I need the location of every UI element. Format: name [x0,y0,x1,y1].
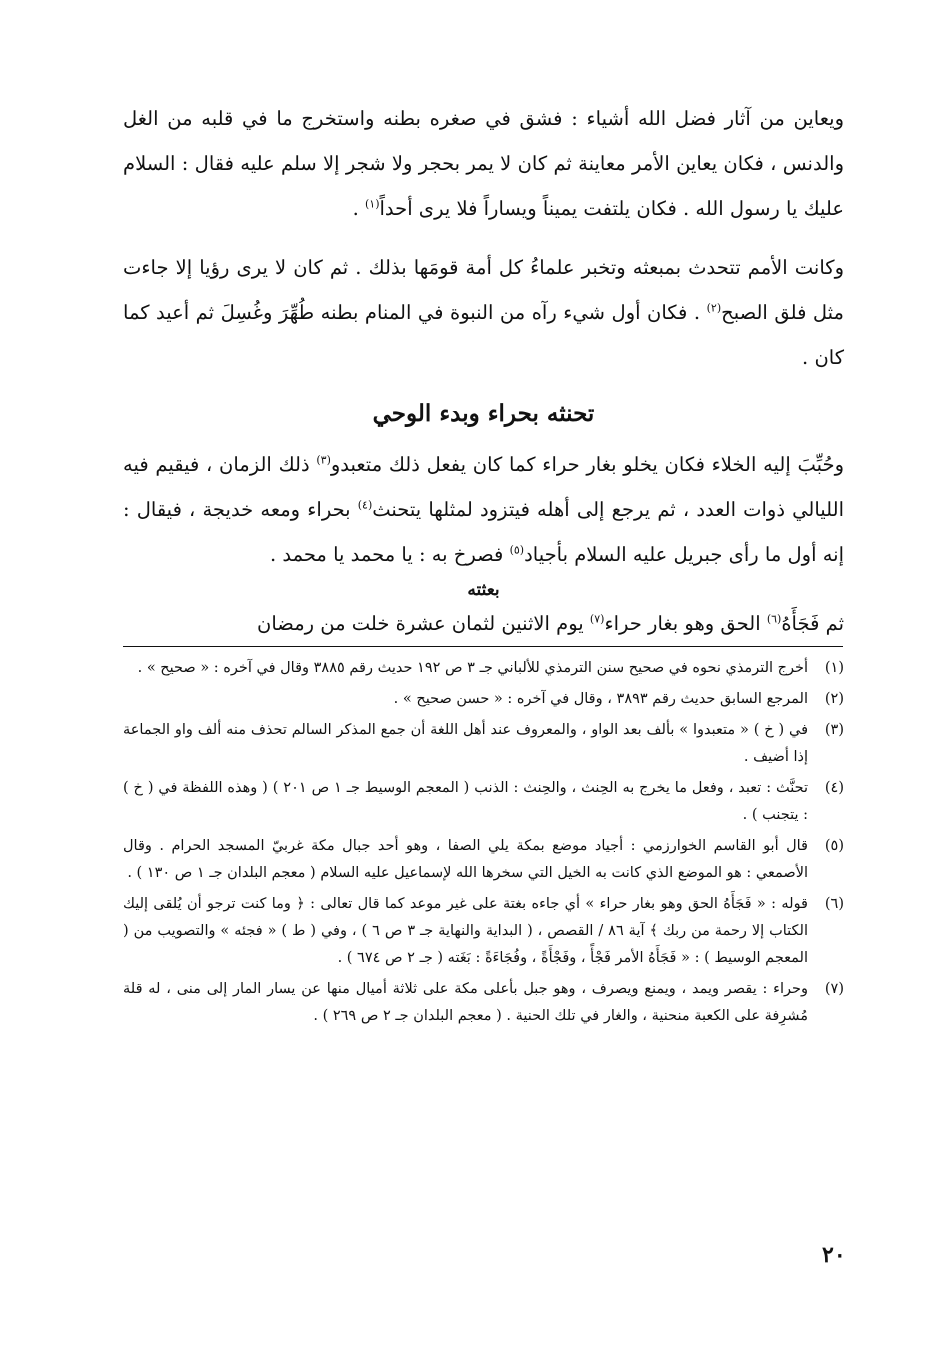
paragraph-2-text-b: فكان أول شيء رآه من النبوة في المنام بطنه طُهِّرَ وغُسِلَ ثم أعيد كما كان . [123,301,844,369]
footnote-text: أخرج الترمذي نحوه في صحيح سنن الترمذي للألباني جـ ٣ ص ١٩٢ حديث رقم ٣٨٨٥ وقال في آخره : « صحيح » . [137,660,808,676]
footnote-text: وحراء : يقصر ويمد ، ويمنع ويصرف ، وهو جبل بأعلى مكة على ثلاثة أميال منها عن يسار المار إلى منى ، له قلة مُشرِفة على الكعبة منحنية ، والغار في تلك الحنية . ( معجم البلدان جـ ٢ ص ٢٦٩ ) . [123,981,808,1024]
footnote-number: (٥) [824,838,844,854]
paragraph-1-end: . [352,197,365,220]
footnote-number: (٦) [824,896,844,912]
page-number: ٢٠ [822,1242,846,1268]
footnote-text: تحنَّث : تعبد ، وفعل ما يخرج به الحِنث ، والحِنث : الذنب ( المعجم الوسيط جـ ١ ص ٢٠١ ) ( وهذه اللفظة في ( خ ) : يتجنب ) . [123,780,808,823]
paragraph-2 [123,245,844,380]
footnote-number: (٣) [824,722,844,738]
footnote-3 [123,717,844,771]
last-line-a: ثم فَجَأَهُ [781,612,844,635]
footnote-ref-5[interactable]: (٥) [509,543,525,557]
footnote-ref-6[interactable]: (٦) [766,612,782,626]
footnote-separator-rule [123,646,843,647]
last-main-line [123,603,844,647]
footnote-text: قال أبو القاسم الخوارزمي : أجياد موضع بمكة يلي الصفا ، وهو أحد جبال مكة غربيّ المسجد الحرام . وقال الأصمعي : هو الموضع الذي كانت به الخيل التي سخرها الله لإسماعيل عليه السلام ( معجم البلدان جـ ١ ص ١٣٠ ) . [123,838,808,881]
footnote-number: (٢) [824,691,844,707]
footnote-ref-3[interactable]: (٣) [316,453,331,467]
footnote-ref-1[interactable]: (١) [364,197,380,211]
subsection-heading: بعثته [467,580,500,600]
footnote-ref-4[interactable]: (٤) [357,498,373,512]
footnote-text: المرجع السابق حديث رقم ٣٨٩٣ ، وقال في آخره : « حسن صحيح » . [393,691,808,707]
footnote-text: قوله : « فَجَأَهُ الحق وهو بغار حراء » أي جاءه بغتة على غير موعد كما قال تعالى : ﴿ وما كنت ترجو أن يُلقى إليك الكتاب إلا رحمة من ربك ﴾ آية ٨٦ / القصص ، ( البداية والنهاية جـ ٣ ص ٦ ) ، وفي ( ط ) « فجئه » والتصويب من ( المعجم الوسيط ) : « فَجَأَهُ الأمر فَجْأً ، وفَجْأَةً ، وفُجَاءَةً : بَغَته ( جـ ٢ ص ٦٧٤ ) . [123,896,808,966]
footnote-text: في ( خ ) « متعبدوا » بألف بعد الواو ، والمعروف عند أهل اللغة أن جمع المذكر السالم تحذف منه ألف واو الجماعة إذا أضيف . [123,722,808,765]
footnotes [123,655,844,1030]
paragraph-3 [123,442,844,577]
footnote-6 [123,891,844,972]
footnote-number: (١) [824,660,844,676]
last-line-c: يوم الاثنين لثمان عشرة خلت من رمضان [257,612,590,635]
paragraph-3-d: فصرخ به : يا محمد يا محمد . [269,543,510,566]
paragraph-3-a: وحُبِّبَ إليه الخلاء فكان يخلو بغار حراء كما كان يفعل ذلك متعبدو [330,453,844,476]
last-line-b: الحق وهو بغار حراء [604,612,767,635]
last-line-text [257,603,844,645]
paragraph-3-c: بحراء ومعه خديجة ، فيقال : إنه أول ما رأى جبريل عليه السلام بأجياد [123,498,844,566]
footnote-7 [123,976,844,1030]
footnote-4 [123,775,844,829]
footnote-ref-7[interactable]: (٧) [589,612,605,626]
footnote-ref-2[interactable]: (٢) [706,301,722,315]
paragraph-1 [123,96,844,231]
paragraph-2-text: وكانت الأمم تتحدث بمبعثه وتخبر علماءُ كل أمة قومَها بذلك . ثم كان لا يرى رؤيا إلا جاءت مثل فلق الصبح [123,256,844,324]
paragraph-3-b: ذلك الزمان ، فيقيم فيه الليالي ذوات العدد ، ثم يرجع إلى أهله فيتزود لمثلها يتحنث [123,453,844,521]
paragraph-1-text: ويعاين من آثار فضل الله أشياء : فشق في صغره بطنه واستخرج ما في قلبه من الغل والدنس ، فكان يعاين الأمر معاينة ثم كان لا يمر بحجر ولا شجر إلا سلم عليه فقال : السلام عليك يا رسول الله . فكان يلتفت يميناً ويساراً فلا يرى أحداً [123,107,844,220]
footnote-5 [123,833,844,887]
footnote-number: (٤) [824,780,844,796]
footnote-number: (٧) [824,981,844,997]
paragraph-2-sep: . [687,301,707,324]
footnote-1 [123,655,844,682]
footnote-2 [123,686,844,713]
main-text [123,96,844,647]
section-heading: تحنثه بحراء وبدء الوحي [372,400,595,427]
